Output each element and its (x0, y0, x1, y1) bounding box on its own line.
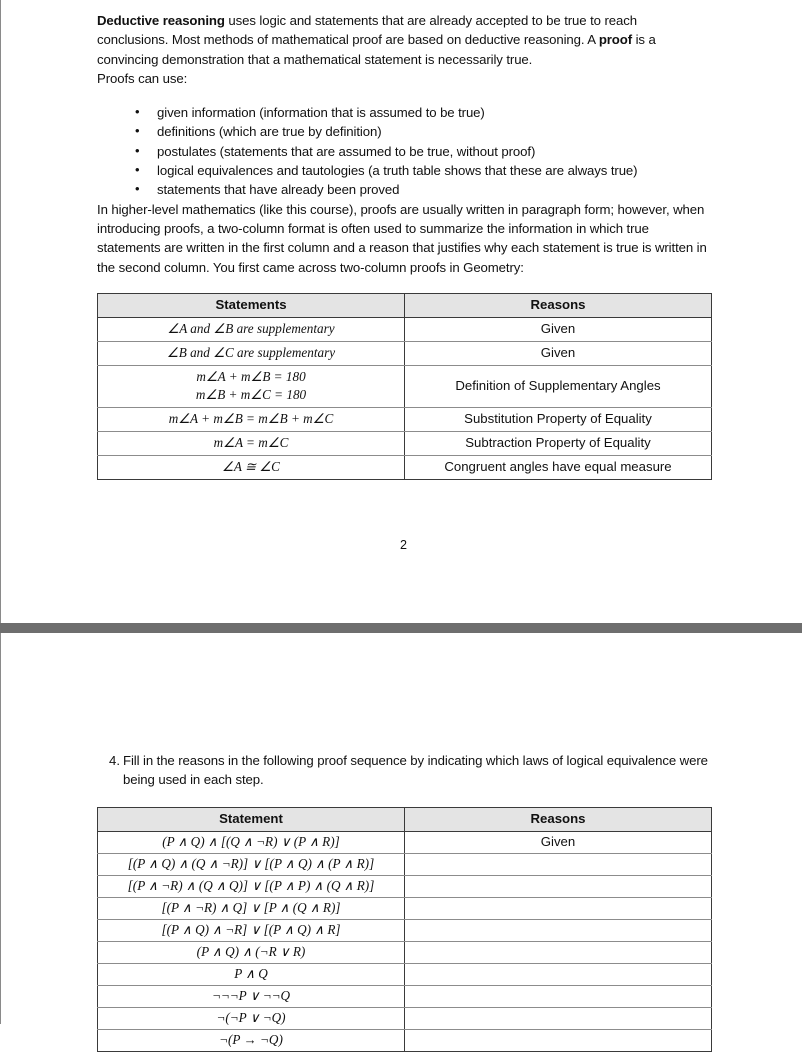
statement-cell: ¬¬¬P ∨ ¬¬Q (98, 985, 405, 1007)
reason-cell[interactable]: Given (405, 831, 712, 853)
proof-sources-list (97, 103, 710, 199)
statement-cell: ¬(¬P ∨ ¬Q) (98, 1007, 405, 1029)
table-row (98, 455, 712, 479)
statement-cell: ∠A and ∠B are supplementary (98, 317, 405, 341)
table-row (98, 985, 712, 1007)
reason-cell[interactable] (405, 985, 712, 1007)
table-row (98, 407, 712, 431)
table-row (98, 1007, 712, 1029)
reason-cell[interactable] (405, 963, 712, 985)
table-row (98, 1029, 712, 1051)
column-header-statement: Statement (98, 807, 405, 831)
list-item: • logical equivalences and tautologies (a truth table shows that these are always true) (127, 161, 710, 180)
table-row (98, 963, 712, 985)
statement-cell: [(P ∧ ¬R) ∧ (Q ∧ Q)] ∨ [(P ∧ P) ∧ (Q ∧ R)] (98, 875, 405, 897)
reason-cell: Subtraction Property of Equality (405, 431, 712, 455)
table-row (98, 431, 712, 455)
reason-cell[interactable] (405, 941, 712, 963)
column-header-reasons: Reasons (405, 293, 712, 317)
list-item: • definitions (which are true by definition) (127, 122, 710, 141)
statement-cell: m∠A + m∠B = m∠B + m∠C (98, 407, 405, 431)
intro-text-part-1: uses logic and statements that are already accepted to be true to reach conclusions. Most methods of mathematical proof are based on deductive reasoning. A (97, 13, 637, 48)
list-item: • statements that have already been proved (127, 180, 710, 199)
reason-cell[interactable] (405, 1007, 712, 1029)
reason-cell: Substitution Property of Equality (405, 407, 712, 431)
page-2-content (1, 633, 802, 1052)
table-row (98, 875, 712, 897)
table-row (98, 919, 712, 941)
geometry-proof-table (97, 293, 712, 480)
reason-cell: Definition of Supplementary Angles (405, 365, 712, 407)
table-row (98, 853, 712, 875)
statement-cell: m∠A + m∠B = 180 m∠B + m∠C = 180 (98, 365, 405, 407)
intro-proof-bold: proof (598, 32, 633, 48)
table-header-row (98, 807, 712, 831)
document-page-2 (0, 633, 802, 1047)
statement-cell: [(P ∧ ¬R) ∧ Q] ∨ [P ∧ (Q ∧ R)] (98, 897, 405, 919)
statement-cell: (P ∧ Q) ∧ (¬R ∨ R) (98, 941, 405, 963)
table-row (98, 317, 712, 341)
logical-equivalence-proof-table (97, 807, 712, 1052)
table-row (98, 897, 712, 919)
reason-cell: Congruent angles have equal measure (405, 455, 712, 479)
question-number: 4. (109, 753, 120, 768)
two-column-explanation-paragraph: In higher-level mathematics (like this course), proofs are usually written in paragraph form; however, when introducing proofs, a two-column format is often used to summarize the information in which true statements are written in the first column and a reason that justifies why each statement is true is written in the second column. You first came across two-column proofs in Geometry: (97, 201, 707, 275)
page-divider (0, 623, 802, 633)
reason-cell[interactable] (405, 1029, 712, 1051)
column-header-statements: Statements (98, 293, 405, 317)
list-item: • given information (information that is assumed to be true) (127, 103, 710, 122)
statement-cell: (P ∧ Q) ∧ [(Q ∧ ¬R) ∨ (P ∧ R)] (98, 831, 405, 853)
statement-cell: m∠A = m∠C (98, 431, 405, 455)
statement-cell: P ∧ Q (98, 963, 405, 985)
table-row (98, 941, 712, 963)
intro-text-part-2: is a convincing demonstration that a mathematical statement is necessarily true. (97, 32, 656, 67)
page-1-content (1, 0, 802, 552)
statement-cell: ∠B and ∠C are supplementary (98, 341, 405, 365)
column-header-reasons: Reasons (405, 807, 712, 831)
intro-lead-bold: Deductive reasoning (97, 13, 225, 28)
table-row (98, 831, 712, 853)
reason-cell: Given (405, 317, 712, 341)
statement-cell: ¬(P → ¬Q) (98, 1029, 405, 1051)
reason-cell: Given (405, 341, 712, 365)
page-number: 2 (399, 537, 407, 552)
statement-cell: [(P ∧ Q) ∧ (Q ∧ ¬R)] ∨ [(P ∧ Q) ∧ (P ∧ R)] (98, 853, 405, 875)
intro-paragraph (97, 0, 710, 69)
list-item: • postulates (statements that are assumed to be true, without proof) (127, 142, 710, 161)
table-header-row (98, 293, 712, 317)
proof-table-wrapper (97, 807, 710, 1052)
reason-cell[interactable] (405, 853, 712, 875)
question-4-block (97, 633, 710, 790)
proofs-can-use-line: Proofs can use: (97, 70, 188, 86)
statement-cell: [(P ∧ Q) ∧ ¬R] ∨ [(P ∧ Q) ∧ R] (98, 919, 405, 941)
table-row (98, 341, 712, 365)
reason-cell[interactable] (405, 897, 712, 919)
reason-cell[interactable] (405, 875, 712, 897)
statement-cell: ∠A ≅ ∠C (98, 455, 405, 479)
question-text: Fill in the reasons in the following proof sequence by indicating which laws of logical equivalence were being used in each step. (123, 753, 708, 788)
reason-cell[interactable] (405, 919, 712, 941)
table-row (98, 365, 712, 407)
